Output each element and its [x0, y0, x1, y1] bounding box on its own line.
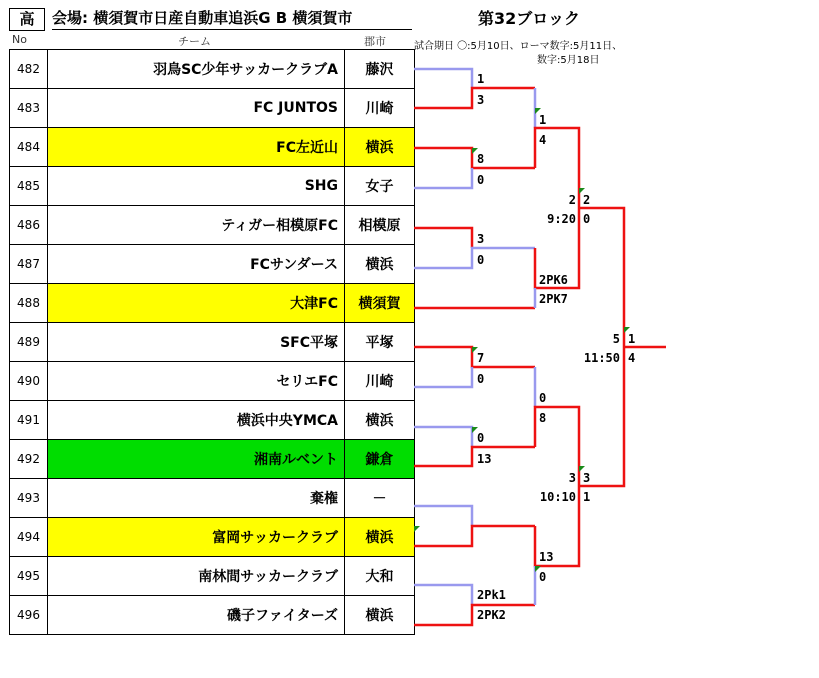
team-city: 横浜 — [345, 596, 415, 635]
kickoff-time: 10:10 — [539, 490, 576, 504]
team-city: 平塚 — [345, 323, 415, 362]
score-label: 2PK2 — [477, 608, 506, 622]
score-label: 3 — [477, 232, 485, 246]
team-number: 487 — [10, 245, 48, 284]
column-header-city: 郡市 — [364, 35, 386, 48]
team-city: － — [345, 479, 415, 518]
score-label: 1 — [583, 490, 591, 504]
score-label: 4 — [539, 133, 547, 147]
team-name: 棄権 — [48, 479, 345, 518]
bracket-line-loser — [414, 585, 472, 605]
team-name: 富岡サッカークラブ — [48, 518, 345, 557]
team-name: 羽鳥SC少年サッカークラブA — [48, 50, 345, 89]
score-label: 1 — [477, 72, 485, 86]
team-city: 鎌倉 — [345, 440, 415, 479]
bracket-line-winner — [414, 605, 535, 625]
score-label: 2Pk1 — [477, 588, 506, 602]
bracket-line-winner — [414, 228, 472, 248]
bracket-line-loser — [414, 168, 472, 188]
team-name: セリエFC — [48, 362, 345, 401]
team-number: 495 — [10, 557, 48, 596]
team-city: 横浜 — [345, 128, 415, 167]
column-header-team: チーム — [178, 35, 211, 48]
team-number: 486 — [10, 206, 48, 245]
team-number: 490 — [10, 362, 48, 401]
score-label: 8 — [477, 152, 485, 166]
score-label: 1 — [628, 332, 636, 346]
block-title: 第32ブロック — [478, 9, 580, 28]
bracket-line-winner — [414, 447, 535, 466]
score-label: 0 — [539, 570, 547, 584]
team-number: 491 — [10, 401, 48, 440]
score-label: 0 — [477, 372, 485, 386]
team-name: ティガー相模原FC — [48, 206, 345, 245]
team-city: 横須賀 — [345, 284, 415, 323]
bracket-line-loser — [414, 427, 472, 447]
team-name: FCサンダース — [48, 245, 345, 284]
score-label: 2PK6 — [539, 273, 568, 287]
score-label: 7 — [477, 351, 485, 365]
team-city: 大和 — [345, 557, 415, 596]
bracket-line-winner — [414, 526, 535, 546]
score-label: 2 — [583, 193, 591, 207]
kickoff-time: 11:50 — [583, 351, 620, 365]
team-name: 南林間サッカークラブ — [48, 557, 345, 596]
score-label: 0 — [583, 212, 591, 226]
team-name: 横浜中央YMCA — [48, 401, 345, 440]
team-number: 494 — [10, 518, 48, 557]
team-city: 横浜 — [345, 401, 415, 440]
column-header-no: No — [12, 33, 27, 46]
score-label: 0 — [477, 253, 485, 267]
team-number: 483 — [10, 89, 48, 128]
team-number: 493 — [10, 479, 48, 518]
team-name: FC左近山 — [48, 128, 345, 167]
score-label: 0 — [477, 431, 485, 445]
team-number: 492 — [10, 440, 48, 479]
score-label: 13 — [477, 452, 492, 466]
score-label: 1 — [539, 113, 547, 127]
date-note-line-1: 試合期日 〇:5月10日、ローマ数字:5月11日、 — [414, 41, 623, 52]
bracket-line-loser — [414, 69, 472, 88]
match-number: 2 — [568, 193, 576, 207]
bracket-line-winner — [579, 208, 624, 347]
team-number: 496 — [10, 596, 48, 635]
score-label: 0 — [539, 391, 547, 405]
team-name: 湘南ルベント — [48, 440, 345, 479]
bracket-line-loser — [414, 506, 472, 526]
score-label: 0 — [477, 173, 485, 187]
team-number: 488 — [10, 284, 48, 323]
team-number: 485 — [10, 167, 48, 206]
bracket-line-winner — [414, 88, 535, 108]
team-name: FC JUNTOS — [48, 89, 345, 128]
team-city: 女子 — [345, 167, 415, 206]
kickoff-time: 9:20 — [547, 212, 576, 226]
team-name: 大津FC — [48, 284, 345, 323]
team-name: SHG — [48, 167, 345, 206]
score-label: 3 — [477, 93, 485, 107]
match-number: 5 — [612, 332, 620, 346]
team-city: 相模原 — [345, 206, 415, 245]
comment-marker — [414, 526, 420, 532]
team-city: 横浜 — [345, 518, 415, 557]
team-city: 川崎 — [345, 89, 415, 128]
match-number: 3 — [568, 471, 576, 485]
team-number: 489 — [10, 323, 48, 362]
date-note-line-2: 数字:5月18日 — [537, 55, 600, 66]
team-number: 484 — [10, 128, 48, 167]
team-city: 藤沢 — [345, 50, 415, 89]
bracket-line-loser — [414, 248, 535, 268]
team-number: 482 — [10, 50, 48, 89]
team-name: 磯子ファイターズ — [48, 596, 345, 635]
venue-title: 会場: 横須賀市日産自動車追浜G B 横須賀市 — [52, 8, 412, 30]
category-badge: 高 — [9, 8, 45, 31]
team-city: 横浜 — [345, 245, 415, 284]
score-label: 13 — [539, 550, 554, 564]
team-name: SFC平塚 — [48, 323, 345, 362]
bracket-line-loser — [414, 367, 472, 387]
score-label: 3 — [583, 471, 591, 485]
bracket-line-winner — [579, 347, 624, 486]
score-label: 2PK7 — [539, 292, 568, 306]
team-city: 川崎 — [345, 362, 415, 401]
score-label: 4 — [628, 351, 636, 365]
score-label: 8 — [539, 411, 547, 425]
